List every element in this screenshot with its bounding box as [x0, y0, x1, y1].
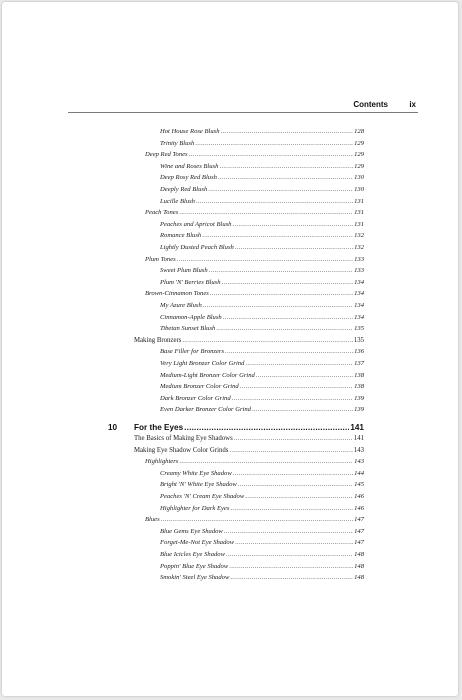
toc-entry[interactable]	[160, 372, 364, 384]
dot-leader	[196, 198, 353, 205]
toc-entry-title: Sweet Plum Blush	[160, 267, 208, 275]
toc-entry-title: Forget-Me-Not Eye Shadow	[160, 539, 235, 547]
toc-entry-title: Bright 'N' White Eye Shadow	[160, 481, 237, 489]
toc-entry-title: Trinity Blush	[160, 139, 195, 147]
dot-leader	[218, 174, 353, 181]
dot-leader	[202, 232, 353, 239]
dot-leader	[232, 395, 353, 402]
toc-entry-title: Blues	[145, 516, 160, 524]
dot-leader	[189, 151, 354, 158]
toc-entry[interactable]	[160, 244, 364, 256]
dot-leader	[229, 447, 352, 454]
toc-entry-page: 129	[354, 151, 364, 159]
toc-entry[interactable]	[160, 140, 364, 152]
dot-leader	[256, 372, 353, 379]
toc-entry-title: Deeply Red Blush	[160, 186, 208, 193]
toc-entry-page: 144	[354, 469, 364, 477]
toc-entry[interactable]	[160, 528, 364, 540]
dot-leader	[210, 290, 353, 297]
toc-entry[interactable]	[160, 314, 364, 326]
toc-entry-page: 135	[353, 336, 364, 344]
toc-entry[interactable]	[145, 151, 364, 163]
dot-leader	[240, 383, 353, 390]
dot-leader	[252, 406, 353, 413]
dot-leader	[182, 337, 352, 344]
dot-leader	[223, 314, 353, 321]
toc-entry[interactable]	[160, 563, 364, 575]
toc-entry-title: Blue Gems Eye Shadow	[160, 527, 223, 535]
dot-leader	[221, 128, 354, 135]
running-header	[68, 100, 418, 113]
toc-entry-title: Peaches 'N' Cream Eye Shadow	[160, 493, 245, 500]
toc-entry-page: 132	[354, 232, 364, 240]
toc-entry-title: Poppin' Blue Eye Shadow	[160, 562, 229, 570]
toc-entry[interactable]	[134, 435, 364, 447]
toc-entry-title: Tibetan Sunset Blush	[160, 325, 216, 333]
toc-entry-page: 148	[354, 574, 364, 582]
dot-leader	[179, 209, 353, 216]
toc-entry[interactable]	[145, 256, 364, 268]
toc-entry-title: Base Filler for Bronzers	[160, 348, 225, 356]
dot-leader	[225, 348, 353, 355]
toc-entry-page: 139	[354, 406, 364, 414]
toc-entry-title: Deep Red Tones	[145, 151, 188, 159]
dot-leader	[177, 256, 353, 263]
toc-entry[interactable]	[160, 574, 364, 586]
toc-entry-page: 134	[354, 302, 364, 309]
toc-entry-title: Medium-Light Bronzer Color Grind	[160, 371, 255, 379]
toc-entry-title: Blue Icicles Eye Shadow	[160, 551, 225, 558]
toc-entry[interactable]	[160, 470, 364, 482]
toc-entry[interactable]	[160, 198, 364, 210]
toc-entry-title: Peach Tones	[145, 209, 179, 217]
toc-entry-title: Plum 'N' Berries Blush	[160, 278, 221, 286]
dot-leader	[230, 505, 353, 512]
toc-entry-page: 146	[354, 493, 364, 500]
document-page	[2, 2, 458, 696]
dot-leader	[216, 325, 353, 332]
toc-entry-title: Lucille Blush	[160, 197, 195, 205]
toc-entry-page: 145	[354, 481, 364, 489]
dot-leader	[235, 244, 353, 251]
toc-entry-page: 139	[354, 394, 364, 402]
dot-leader	[179, 458, 353, 465]
toc-entry-page: 132	[354, 244, 364, 251]
dot-leader	[238, 481, 353, 488]
toc-entry[interactable]	[160, 383, 364, 395]
dot-leader	[195, 140, 353, 147]
toc-entry-title: Deep Rosy Red Blush	[160, 174, 217, 182]
toc-entry-title: Even Darker Bronzer Color Grind	[160, 406, 251, 414]
dot-leader	[209, 267, 353, 274]
toc-entry-title: Medium Bronzer Color Grind	[160, 383, 239, 391]
toc-entry-page: 131	[354, 220, 364, 228]
chapter-title: For the Eyes	[134, 423, 184, 432]
dot-leader	[245, 493, 353, 500]
dot-leader	[229, 563, 353, 570]
toc-entry-page: 147	[354, 527, 364, 535]
toc-entry[interactable]	[160, 395, 364, 407]
dot-leader	[233, 470, 353, 477]
header-page-number: ix	[409, 100, 416, 109]
toc-entry-title: Very Light Bronzer Color Grind	[160, 360, 245, 367]
toc-entry[interactable]	[160, 493, 364, 505]
chapter-page: 141	[350, 423, 364, 432]
dot-leader	[245, 360, 353, 367]
toc-entry-page: 143	[353, 446, 364, 454]
toc-entry-page: 133	[354, 255, 364, 263]
toc-entry[interactable]	[160, 481, 364, 493]
dot-leader	[235, 539, 353, 546]
toc-entry[interactable]	[134, 447, 364, 459]
toc-entry-page: 130	[354, 174, 364, 182]
toc-entry-page: 129	[354, 139, 364, 147]
toc-entry[interactable]	[160, 360, 364, 372]
toc-entry-title: My Azure Blush	[160, 302, 202, 309]
toc-entry-page: 138	[354, 383, 364, 391]
dot-leader	[161, 516, 353, 523]
toc-entry-page: 147	[354, 516, 364, 524]
toc-entry-page: 138	[354, 371, 364, 379]
toc-entry-title: Smokin' Steel Eye Shadow	[160, 574, 230, 582]
toc-entry-title: Hot House Rose Blush	[160, 128, 220, 135]
toc-entry[interactable]	[160, 406, 364, 418]
toc-entry-title: Brown-Cinnamon Tones	[145, 290, 209, 298]
toc-entry[interactable]	[160, 348, 364, 360]
toc-entry-title: The Basics of Making Eye Shadows	[134, 435, 233, 442]
dot-leader	[203, 302, 353, 309]
toc-entry-page: 134	[354, 278, 364, 286]
toc-entry-page: 133	[354, 267, 364, 275]
dot-leader	[230, 574, 353, 581]
toc-entry[interactable]	[145, 209, 364, 221]
toc-entry-page: 134	[354, 290, 364, 298]
toc-entry-page: 131	[354, 197, 364, 205]
toc-entry-page: 141	[353, 435, 364, 442]
dot-leader	[184, 423, 349, 432]
toc-entry-title: Lightly Dusted Peach Blush	[160, 244, 234, 251]
dot-leader	[208, 186, 353, 193]
toc-entry[interactable]	[160, 163, 364, 175]
toc-entry-title: Highlighter for Dark Eyes	[160, 504, 230, 512]
toc-entry-page: 137	[354, 360, 364, 367]
toc-entry[interactable]	[145, 458, 364, 470]
toc-entry[interactable]	[160, 186, 364, 198]
toc-entry-title: Wine and Roses Blush	[160, 162, 219, 170]
toc-entry[interactable]	[160, 128, 364, 140]
toc-entry[interactable]	[145, 290, 364, 302]
dot-leader	[232, 221, 353, 228]
dot-leader	[222, 279, 354, 286]
toc-entry-page: 148	[354, 551, 364, 558]
toc-entry[interactable]	[134, 337, 364, 349]
toc-entry-page: 143	[354, 458, 364, 466]
dot-leader	[224, 528, 353, 535]
toc-entry-title: Peaches and Apricot Blush	[160, 220, 232, 228]
toc-entry-page: 147	[354, 539, 364, 547]
toc-entry[interactable]	[160, 174, 364, 186]
toc-entry[interactable]	[160, 221, 364, 233]
toc-entry-title: Dark Bronzer Color Grind	[160, 394, 231, 402]
header-label: Contents	[353, 100, 388, 109]
dot-leader	[226, 551, 353, 558]
toc-entry-title: Plum Tones	[145, 255, 176, 263]
toc-entry[interactable]	[160, 505, 364, 517]
toc-entry[interactable]	[160, 302, 364, 314]
toc-entry-page: 131	[354, 209, 364, 217]
toc-entry[interactable]	[160, 232, 364, 244]
toc-entry-page: 129	[354, 162, 364, 170]
toc-entry-title: Cinnamon-Apple Blush	[160, 313, 222, 321]
dot-leader	[219, 163, 353, 170]
toc-entry-page: 146	[354, 504, 364, 512]
toc-entry-page: 130	[354, 186, 364, 193]
toc-entry[interactable]	[160, 325, 364, 337]
toc-entry[interactable]	[160, 539, 364, 551]
toc-entry-page: 128	[354, 128, 364, 135]
toc-entry[interactable]	[160, 551, 364, 563]
dot-leader	[234, 435, 353, 442]
chapter-number: 10	[108, 423, 118, 432]
toc-entry-title: Highlighters	[145, 458, 179, 466]
toc-entry-page: 135	[354, 325, 364, 333]
toc-entry-title: Making Bronzers	[134, 336, 182, 344]
toc-entry[interactable]	[145, 516, 364, 528]
toc-entry-title: Romance Blush	[160, 232, 202, 240]
toc-entry[interactable]	[160, 267, 364, 279]
toc-entry[interactable]	[160, 279, 364, 291]
toc-entry-title: Making Eye Shadow Color Grinds	[134, 446, 229, 454]
toc-entry-title: Creamy White Eye Shadow	[160, 469, 232, 477]
toc-entry-page: 134	[354, 313, 364, 321]
toc-entry-page: 148	[354, 562, 364, 570]
toc-entry-page: 136	[354, 348, 364, 356]
